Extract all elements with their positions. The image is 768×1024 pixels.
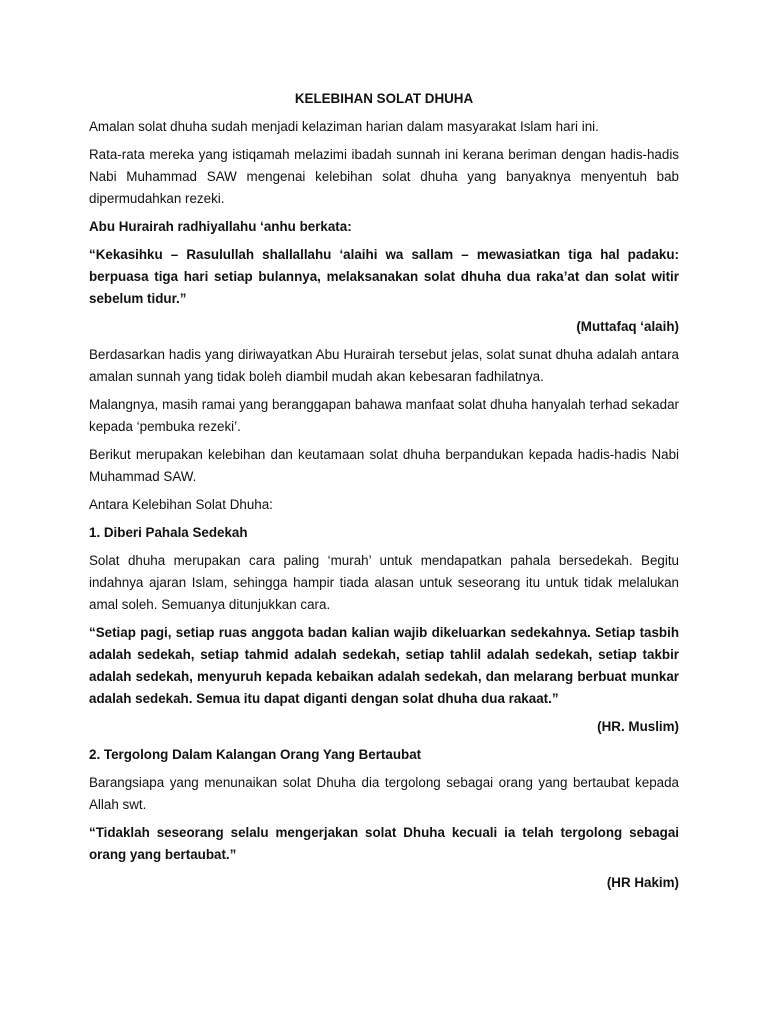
paragraph-background: Rata-rata mereka yang istiqamah melazimi ibadah sunnah ini kerana beriman dengan hadis-hadis Nabi Muhammad SAW mengenai kelebihan solat dhuha yang banyaknya menyentuh bab dipermudahkan rezeki. [89,147,679,206]
paragraph-explanation: Berdasarkan hadis yang diriwayatkan Abu Hurairah tersebut jelas, solat sunat dhuha adalah antara amalan sunnah yang tidak boleh diambil mudah akan kebesaran fadhilatnya. [89,347,679,384]
paragraph-taubat: Barangsiapa yang menunaikan solat Dhuha dia tergolong sebagai orang yang bertaubat kepada Allah swt. [89,775,679,812]
paragraph-sedekah: Solat dhuha merupakan cara paling ‘murah’ untuk mendapatkan pahala bersedekah. Begitu indahnya ajaran Islam, sehingga hampir tiada alasan untuk seseorang itu untuk tidak melalukan amal soleh. Semuanya ditunjukkan cara. [89,553,679,612]
paragraph-misconception: Malangnya, masih ramai yang beranggapan bahawa manfaat solat dhuha hanyalah terhad sekadar kepada ‘pembuka rezeki’. [89,397,679,434]
hadith-source-3: (HR Hakim) [606,875,679,890]
document-title: KELEBIHAN SOLAT DHUHA [294,91,474,106]
section-heading-2: 2. Tergolong Dalam Kalangan Orang Yang Bertaubat [89,747,422,762]
hadith-quote-3: “Tidaklah seseorang selalu mengerjakan solat Dhuha kecuali ia telah tergolong sebagai orang yang bertaubat.” [89,825,679,862]
list-heading: Antara Kelebihan Solat Dhuha: [89,497,273,512]
hadith-source-2: (HR. Muslim) [597,719,679,734]
paragraph-intro: Amalan solat dhuha sudah menjadi kelaziman harian dalam masyarakat Islam hari ini. [89,119,599,134]
hadith-quote-2: “Setiap pagi, setiap ruas anggota badan kalian wajib dikeluarkan sedekahnya. Setiap tasbih adalah sedekah, setiap tahmid adalah sedekah, setiap tahlil adalah sedekah, setiap takbir adalah sedekah, menyuruh kepada kebaikan adalah sedekah, dan melarang berbuat munkar adalah sedekah. Semua itu dapat diganti dengan solat dhuha dua rakaat.” [89,625,679,706]
narrator-line: Abu Hurairah radhiyallahu ‘anhu berkata: [89,219,352,234]
hadith-quote-1: “Kekasihku – Rasulullah shallallahu ‘alaihi wa sallam – mewasiatkan tiga hal padaku: berpuasa tiga hari setiap bulannya, melaksanakan solat dhuha dua raka’at dan solat witir sebelum tidur.” [89,247,679,306]
paragraph-lead-in: Berikut merupakan kelebihan dan keutamaan solat dhuha berpandukan kepada hadis-hadis Nabi Muhammad SAW. [89,447,679,484]
document-page [89,88,679,900]
hadith-source-1: (Muttafaq ‘alaih) [576,319,679,334]
section-heading-1: 1. Diberi Pahala Sedekah [89,525,248,540]
